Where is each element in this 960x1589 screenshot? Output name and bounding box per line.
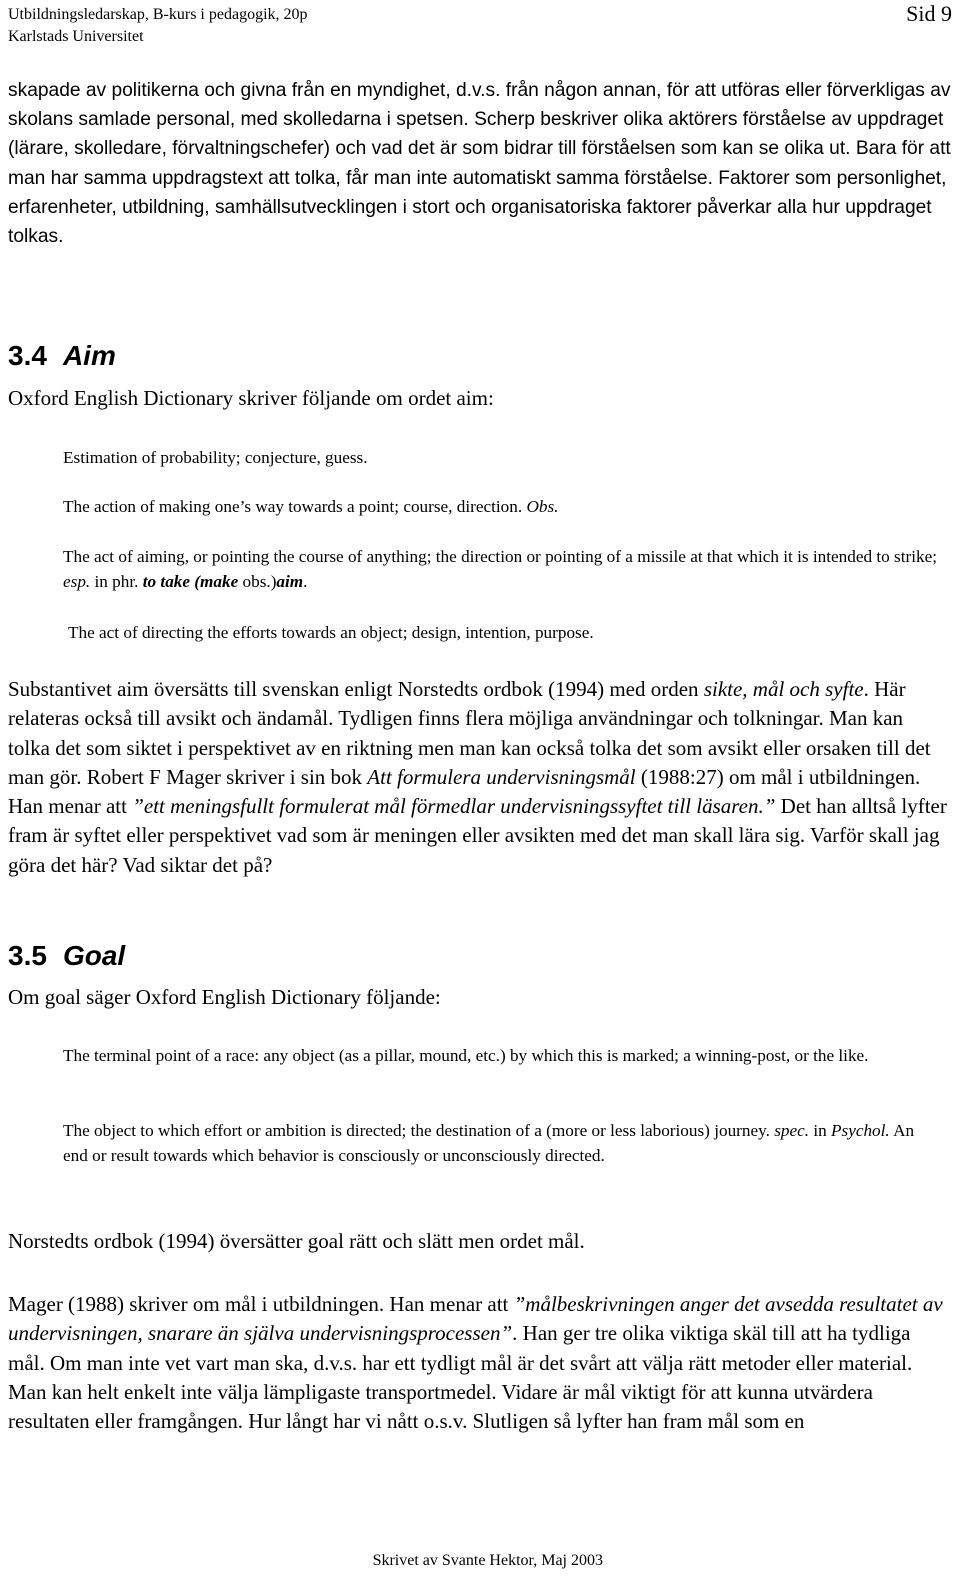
- definition-text: The object to which effort or ambition is directed; the destination of a (more or less laborious) journey.: [63, 1121, 770, 1140]
- paragraph-text: . Här relateras också till avsikt och ändamål. Tydligen finns flera möjliga användningar och tolkningar. Man kan tolka det som siktet i perspektivet av en riktning men man kan också tolka det som avsikt eller orsaken till det man gör. Robert F Mager skriver i sin bok: [8, 677, 931, 789]
- header-university: Karlstads Universitet: [8, 28, 144, 45]
- paragraph-text: . Han ger tre olika viktiga skäl till att ha tydliga mål. Om man inte vet vart man ska, d.v.s. har ett tydligt mål är det svårt att välja rätt metoder eller material. Man kan helt enkelt inte välja lämpligaste transportmedel. Vidare är mål viktigt för att kunna utvärdera resultaten eller framgången. Hur långt har vi nått o.s.v. Slutligen så lyfter han fram mål som en: [8, 1321, 913, 1434]
- definition-text: in phr.: [94, 572, 139, 591]
- section-title: Goal: [62, 940, 126, 971]
- page-number: Sid 9: [906, 1, 952, 26]
- definition-abbrev: Obs.: [526, 497, 559, 516]
- definition-phrase: aim: [276, 572, 304, 591]
- definition-abbrev: obs.): [242, 572, 277, 591]
- paragraph-text: Mager (1988) skriver om mål i utbildningen. Han menar att: [8, 1292, 509, 1316]
- goal-mager-paragraph: [8, 1290, 950, 1436]
- definition-abbrev: esp.: [63, 572, 91, 591]
- goal-lead: Om goal säger Oxford English Dictionary följande:: [8, 985, 441, 1009]
- paragraph-text: Det han alltså lyfter fram är syftet eller perspektivet vad som är meningen eller avsikten med det man skall lära sig. Varför skall jag göra det här? Vad siktar det på?: [8, 794, 947, 877]
- emphasis-text: sikte, mål och syfte: [703, 677, 864, 701]
- aim-definition-2: [63, 494, 943, 519]
- quotation: ”ett meningsfullt formulerat mål förmedlar undervisningssyftet till läsaren.”: [132, 794, 776, 819]
- aim-definition-3: The act of aiming, or pointing the course of anything; the direction or pointing of a missile at that which it is intended to strike; esp. in phr. to take (make obs.)aim.: [63, 547, 937, 591]
- section-number: 3.5: [8, 940, 47, 971]
- aim-lead: Oxford English Dictionary skriver följande om ordet aim:: [8, 386, 494, 410]
- quotation: ”målbeskrivningen anger det avsedda resultatet av undervisningen, snarare än själva undervisningsprocessen”: [8, 1292, 943, 1346]
- section-number: 3.4: [8, 340, 47, 371]
- definition-abbrev: spec.: [774, 1121, 810, 1140]
- definition-abbrev: Psychol.: [831, 1121, 890, 1140]
- definition-text: The action of making one’s way towards a point; course, direction.: [63, 497, 523, 516]
- page-footer: Skrivet av Svante Hektor, Maj 2003: [372, 1552, 603, 1569]
- goal-definition-2: [63, 1118, 943, 1168]
- page-header: [8, 4, 308, 48]
- definition-text: The act of aiming, or pointing the course of anything; the direction or pointing of a missile at that which it is intended to strike;: [63, 547, 937, 566]
- goal-norstedts-paragraph: Norstedts ordbok (1994) översätter goal rätt och slätt men ordet mål.: [8, 1229, 585, 1253]
- section-title: Aim: [62, 340, 116, 371]
- definition-text: in: [813, 1121, 827, 1140]
- intro-paragraph: skapade av politikerna och givna från en myndighet, d.v.s. från någon annan, för att utföras eller förverkligas av skolans samlade personal, med skolledarna i spetsen. Scherp beskriver olika aktörers förståelse av uppdraget (lärare, skolledare, förvaltningschefer) och vad det är som bidrar till förståelsen som kan se olika ut. Bara för att man har samma uppdragstext att tolka, får man inte automatiskt samma förståelse. Faktorer som personlighet, erfarenheter, utbildning, samhällsutvecklingen i stort och organisatoriska faktorer påverkar alla hur uppdraget tolkas.: [8, 80, 951, 248]
- definition-phrase: to take (make: [142, 572, 239, 591]
- aim-discussion: [8, 675, 950, 880]
- goal-definition-1: The terminal point of a race: any object (as a pillar, mound, etc.) by which this is marked; a winning-post, or the like.: [63, 1046, 869, 1065]
- aim-definition-1: Estimation of probability; conjecture, guess.: [63, 448, 368, 467]
- section-heading-aim: [8, 340, 116, 372]
- definition-text: An end or result towards which behavior is consciously or unconsciously directed.: [63, 1121, 915, 1165]
- section-heading-goal: [8, 940, 125, 972]
- paragraph-text: Substantivet aim översätts till svenskan enligt Norstedts ordbok (1994) med orden: [8, 677, 699, 701]
- aim-definition-4: The act of directing the efforts towards an object; design, intention, purpose.: [68, 623, 594, 642]
- book-title: Att formulera undervisningsmål: [367, 764, 636, 789]
- header-course: Utbildningsledarskap, B-kurs i pedagogik, 20p: [8, 6, 308, 23]
- paragraph-text: (1988:27) om mål i utbildningen. Han menar att: [8, 764, 921, 819]
